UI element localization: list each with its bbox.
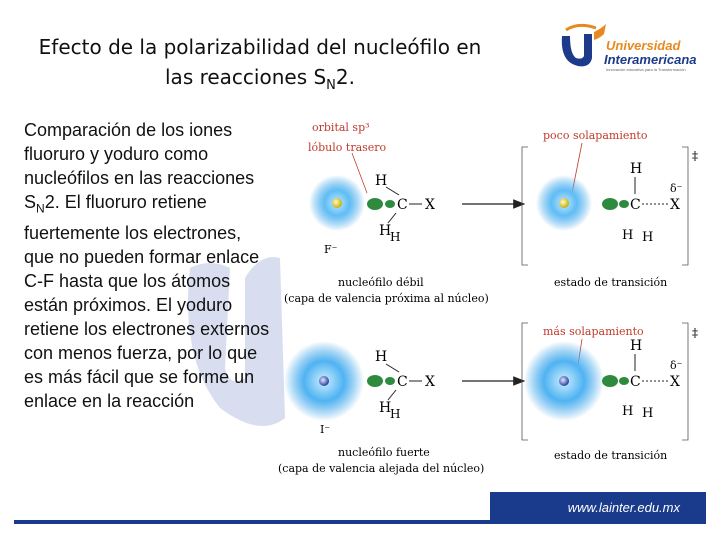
ts-h-bottom-b: H bbox=[642, 230, 654, 245]
description-part-1: Comparación de los iones fluoruro y yoduro como nucleófilos en las reacciones S bbox=[24, 120, 255, 212]
ts-delta-top: δ⁻ bbox=[670, 182, 683, 195]
title-line-2-text: las reacciones S bbox=[165, 65, 327, 89]
description-subscript: N bbox=[36, 201, 45, 216]
hydrogen-top: H bbox=[375, 173, 388, 189]
weak-nucleophile-desc: (capa de valencia próxima al núcleo) bbox=[284, 292, 489, 305]
description-part-2: 2. El fluoruro retiene fuertemente los electrones, que no pueden formar enlace C-F hasta que los átomos están próximos. El yoduro retiene los electrones externos con menos fuerza, por lo que es más fácil que se forme un enlace en la reacción bbox=[24, 192, 270, 411]
logo-text-interamericana: Interamericana bbox=[604, 52, 697, 67]
carbon-atom: C bbox=[397, 197, 408, 213]
fluoride-label: F⁻ bbox=[324, 243, 338, 256]
sn2-polarizability-diagram bbox=[272, 115, 720, 487]
back-lobe-orbital bbox=[367, 198, 383, 210]
title-subscript: N bbox=[326, 78, 336, 93]
title-line-2-end: 2. bbox=[335, 65, 355, 89]
university-logo bbox=[556, 14, 706, 76]
weak-nucleophile-row bbox=[284, 121, 698, 305]
logo-icon bbox=[556, 22, 606, 72]
ts-carbon-top: C bbox=[630, 197, 641, 213]
hydrogen-bottomrow-1: H bbox=[379, 400, 392, 416]
orbital-sp3-label: orbital sp³ bbox=[312, 121, 370, 134]
hydrogen-top-bottomrow: H bbox=[375, 349, 388, 365]
leaving-group-x: X bbox=[425, 197, 435, 213]
ts-h-bottomrow-a: H bbox=[622, 404, 634, 419]
hydrogen-bottom-1: H bbox=[379, 223, 392, 239]
slide-title bbox=[0, 32, 520, 101]
ts-delta-bottom: δ⁻ bbox=[670, 359, 683, 372]
hydrogen-bottomrow-2: H bbox=[390, 407, 401, 421]
footer-url[interactable]: www.lainter.edu.mx bbox=[567, 500, 680, 515]
strong-nucleophile-label: nucleófilo fuerte bbox=[338, 446, 430, 459]
poco-solapamiento-label: poco solapamiento bbox=[543, 129, 648, 142]
ts-h-bottomrow-b: H bbox=[642, 406, 654, 421]
description-paragraph bbox=[24, 118, 274, 413]
hydrogen-bottom-2: H bbox=[390, 230, 401, 244]
iodide-label: I⁻ bbox=[320, 423, 331, 436]
ts-double-dagger-bottom: ‡ bbox=[692, 326, 698, 340]
ts-x-top: X bbox=[670, 197, 680, 213]
carbon-atom-bottom: C bbox=[397, 374, 408, 390]
ts-h-top-bottomrow: H bbox=[630, 338, 643, 354]
ts-h-top: H bbox=[630, 161, 643, 177]
ts-double-dagger-top: ‡ bbox=[692, 149, 698, 163]
ts-carbon-bottom: C bbox=[630, 374, 641, 390]
strong-nucleophile-row bbox=[278, 323, 698, 475]
iodide-nucleus bbox=[319, 376, 329, 386]
logo-text-universidad: Universidad bbox=[606, 38, 681, 53]
ts-x-bottom: X bbox=[670, 374, 680, 390]
strong-nucleophile-desc: (capa de valencia alejada del núcleo) bbox=[278, 462, 485, 475]
title-line-1: Efecto de la polarizabilidad del nucleófilo en bbox=[38, 35, 482, 59]
title-line-2 bbox=[0, 62, 520, 101]
mas-solapamiento-label: más solapamiento bbox=[543, 325, 644, 338]
ts-label-bottom: estado de transición bbox=[554, 449, 668, 462]
back-lobe-label: lóbulo trasero bbox=[308, 141, 387, 154]
fluoride-nucleus bbox=[332, 198, 342, 208]
weak-nucleophile-label: nucleófilo débil bbox=[338, 276, 424, 289]
leaving-group-x-bottom: X bbox=[425, 374, 435, 390]
ts-label-top: estado de transición bbox=[554, 276, 668, 289]
logo-tagline: Innovación educativa para la Transformación bbox=[606, 67, 686, 72]
ts-h-bottom-a: H bbox=[622, 228, 634, 243]
